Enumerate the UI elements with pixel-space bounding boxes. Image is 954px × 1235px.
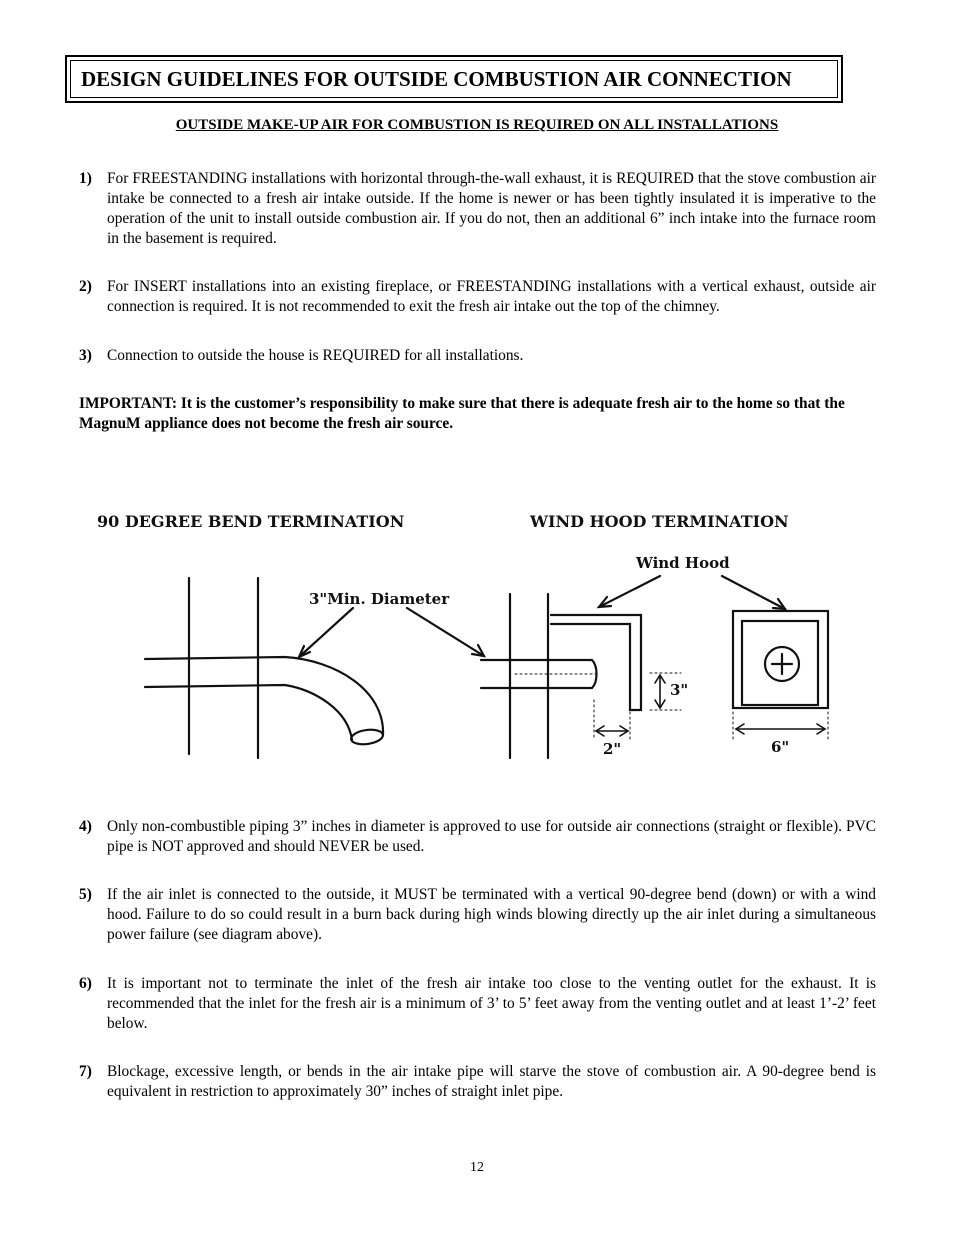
diameter-label: 3"Min. Diameter — [309, 590, 450, 608]
bend-diagram-title: 90 DEGREE BEND TERMINATION — [97, 512, 405, 531]
item-text: For INSERT installations into an existing fireplace, or FREESTANDING installations with a vertical exhaust, outside air connection is required. It is not recommended to exit the fresh air intake out the top of the chimney. — [107, 278, 876, 315]
item-number: 4) — [79, 818, 92, 835]
hood-front-outer — [733, 611, 828, 708]
list-item-4 — [79, 817, 876, 857]
item-number: 2) — [79, 278, 92, 295]
list-item-7 — [79, 1062, 876, 1102]
item-text: Blockage, excessive length, or bends in the air intake pipe will starve the stove of combustion air. A 90-degree bend is equivalent in restriction to approximately 30” inches of straight inlet pipe. — [107, 1063, 876, 1100]
item-number: 7) — [79, 1063, 92, 1080]
item-text: Connection to outside the house is REQUIRED for all installations. — [107, 347, 524, 364]
item-number: 1) — [79, 170, 92, 187]
list-item-3 — [79, 346, 876, 366]
bend-pipe-bottom — [145, 685, 352, 740]
diameter-arrow-right — [407, 608, 484, 656]
bend-pipe-opening — [350, 728, 384, 746]
section-subtitle: OUTSIDE MAKE-UP AIR FOR COMBUSTION IS REQUIRED ON ALL INSTALLATIONS — [175, 117, 779, 133]
list-item-1 — [79, 169, 876, 249]
wind-hood-arrow-right — [722, 576, 785, 609]
item-number: 6) — [79, 975, 92, 992]
list-item-6 — [79, 974, 876, 1034]
page-title: DESIGN GUIDELINES FOR OUTSIDE COMBUSTION AIR CONNECTION — [81, 67, 792, 91]
diameter-arrow-left — [299, 608, 353, 657]
hood-front-pipe — [765, 647, 799, 681]
dim-3in-label: 3" — [670, 681, 689, 699]
item-text: Only non-combustible piping 3” inches in diameter is approved to use for outside air connections (straight or flexible). PVC pipe is NOT approved and should NEVER be used. — [107, 818, 876, 855]
bend-pipe-top — [145, 657, 383, 735]
dim-2in-label: 2" — [603, 740, 622, 758]
wind-hood-label: Wind Hood — [636, 554, 730, 572]
list-item-5 — [79, 885, 876, 945]
item-number: 5) — [79, 886, 92, 903]
item-text: It is important not to terminate the inlet of the fresh air intake too close to the venting outlet for the exhaust. It is recommended that the inlet for the fresh air is a minimum of 3’ to 5’ feet away from the venting outlet and at least 1’-2’ feet below. — [107, 975, 876, 1032]
item-number: 3) — [79, 347, 92, 364]
hood-diagram-title: WIND HOOD TERMINATION — [530, 512, 789, 531]
dim-6in-label: 6" — [771, 738, 790, 756]
hood-profile — [551, 615, 641, 710]
important-note: IMPORTANT: It is the customer’s responsibility to make sure that there is adequate fresh air to the home so that the MagnuM appliance does not become the fresh air source. — [79, 395, 845, 432]
hood-front-inner — [742, 621, 818, 705]
list-item-2 — [79, 277, 876, 317]
wind-hood-arrow-left — [599, 576, 660, 607]
page-number: 12 — [470, 1160, 484, 1175]
page-title-box — [65, 55, 843, 103]
item-text: If the air inlet is connected to the outside, it MUST be terminated with a vertical 90-degree bend (down) or with a wind hood. Failure to do so could result in a burn back during high winds blowing directly up the air inlet during a simultaneous power failure (see diagram above). — [107, 886, 876, 943]
item-text: For FREESTANDING installations with horizontal through-the-wall exhaust, it is REQUIRED that the stove combustion air intake be connected to a fresh air intake outside. If the home is newer or has been tightly insulated it is imperative to the operation of the unit to install outside combustion air. If you do not, then an additional 6” inch intake into the furnace room in the basement is required. — [107, 170, 876, 247]
